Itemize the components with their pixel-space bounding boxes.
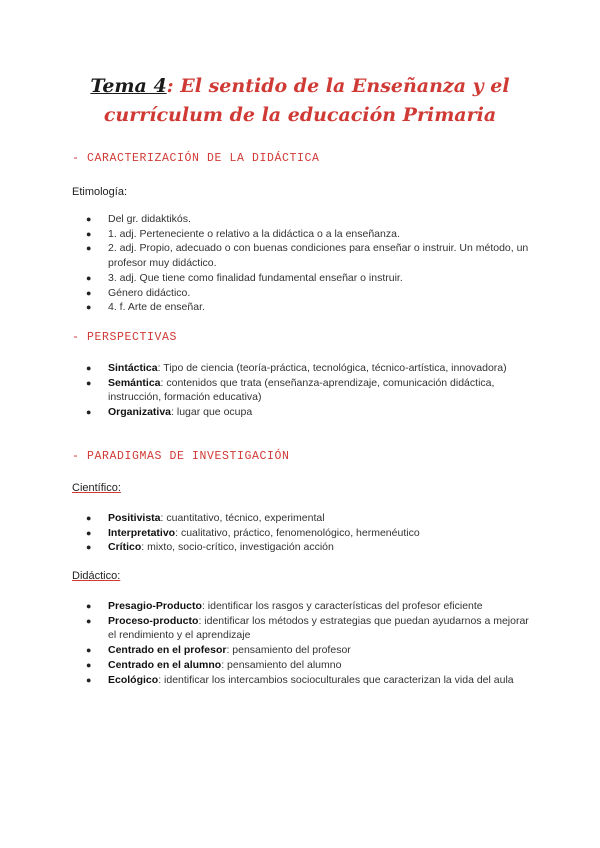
list-item [72,614,532,643]
list-item: ● 1. adj. Perteneciente o relativo a la didáctica o a la enseñanza. [72,227,532,242]
section-heading-perspectivas: - PERSPECTIVAS [72,331,178,344]
list-item [72,526,532,541]
desc: : identificar los métodos y estrategias que puedan ayudarnos a mejorar el rendimiento y el aprendizaje [108,614,529,642]
title-text: : El sentido de la Enseñanza y el currículum de la educación Primaria [103,75,510,126]
term: Ecológico [108,673,159,686]
list-item [72,599,532,614]
list-item [72,405,532,420]
term: Centrado en el alumno [108,658,222,671]
desc: : mixto, socio-crítico, investigación acción [141,541,334,554]
desc: : lugar que ocupa [171,406,253,419]
cientifico-list [72,511,532,555]
desc: : pensamiento del alumno [221,658,342,671]
desc: : cualitativo, práctico, fenomenológico, hermenéutico [175,526,420,539]
section-heading-caracterizacion: - CARACTERIZACIÓN DE LA DIDÁCTICA [72,152,320,165]
desc: : contenidos que trata (enseñanza-aprendizaje, comunicación didáctica, instrucción, formación educativa) [108,376,495,404]
list-item: ● 4. f. Arte de enseñar. [72,300,532,315]
term: Interpretativo [108,526,176,539]
desc: : identificar los intercambios socioculturales que caracterizan la vida del aula [158,673,514,686]
desc: : pensamiento del profesor [226,644,351,657]
term: Centrado en el profesor [108,644,227,657]
term: Positivista [108,512,161,524]
list-item [72,376,532,405]
list-item [72,361,532,376]
didactico-label: Didáctico: [72,570,121,582]
perspectivas-list [72,361,532,420]
list-item: ● 3. adj. Que tiene como finalidad fundamental enseñar o instruir. [72,271,532,286]
list-item [72,511,532,526]
term: Organizativa [108,406,172,419]
list-item: ● 2. adj. Propio, adecuado o con buenas condiciones para enseñar o instruir. Un método, un profesor muy didáctico. [72,241,532,270]
term: Semántica [108,376,161,389]
list-item: ● Género didáctico. [72,286,532,301]
didactico-list [72,599,532,687]
page-title [40,72,560,130]
term: Proceso-producto [108,614,199,627]
title-label: Tema 4 [90,75,167,97]
desc: : identificar los rasgos y características del profesor eficiente [201,600,483,612]
term: Sintáctica [108,362,158,374]
etimologia-label: Etimología: [72,186,128,198]
list-item [72,540,532,555]
term: Presagio-Producto [108,600,202,612]
list-item [72,643,532,658]
section-heading-paradigmas: - PARADIGMAS DE INVESTIGACIÓN [72,450,290,463]
list-item: ● Del gr. didaktikós. [72,212,532,227]
list-item [72,673,532,688]
desc: : cuantitativo, técnico, experimental [160,512,325,524]
list-item [72,658,532,673]
desc: : Tipo de ciencia (teoría-práctica, tecnológica, técnico-artística, innovadora) [157,362,507,374]
cientifico-label: Científico: [72,482,121,494]
term: Crítico [108,541,142,554]
etimologia-list [72,212,532,315]
